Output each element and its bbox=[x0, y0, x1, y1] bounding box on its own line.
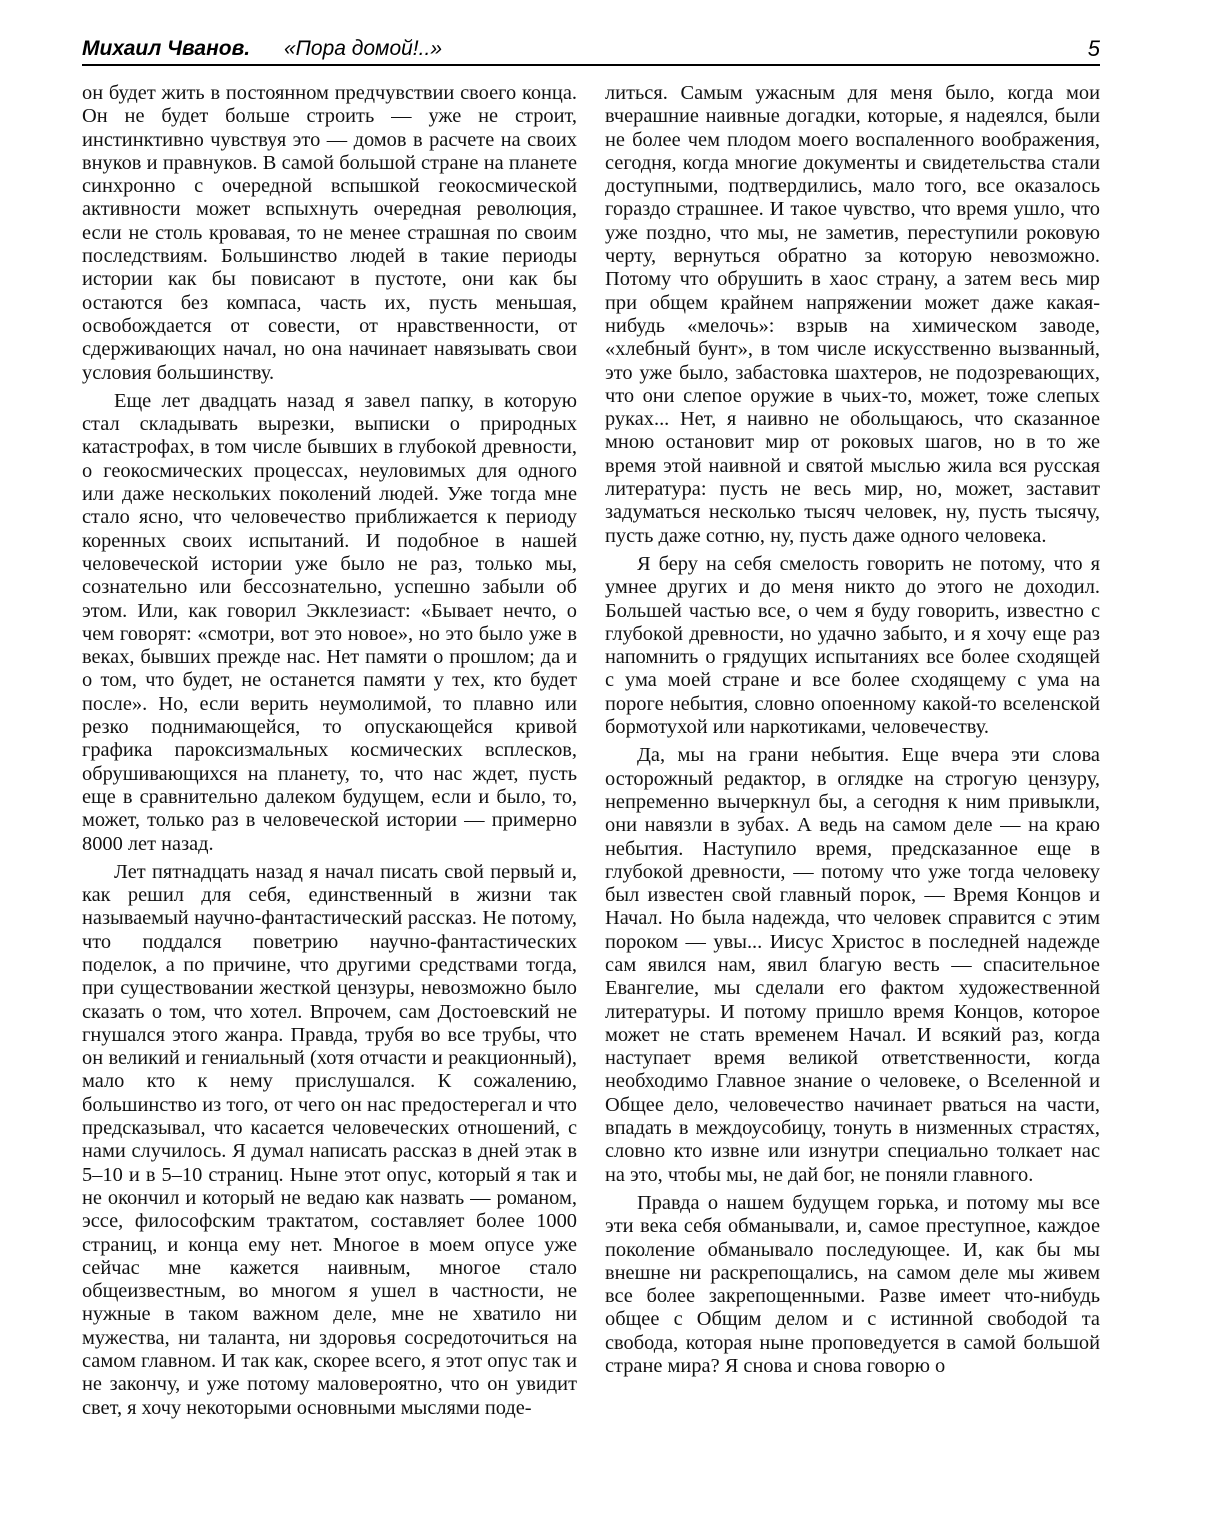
paragraph: Да, мы на грани небытия. Еще вчера эти слова осторожный редактор, в оглядке на строгую цензуру, непременно вычеркнул бы, а сегодня к ним привыкли, они навязли в зубах. А ведь на самом деле — на краю небытия. Наступило время, предсказанное еще в глубокой древности, — потому что уже тогда человеку был известен свой главный порок, — Время Концов и Начал. Но была надежда, что человек справится с этим пороком — увы... Иисус Христос в последней надежде сам явился нам, явил благую весть — спасительное Евангелие, мы сделали его фактом художественной литературы. И потому пришло время Концов, которое может не стать временем Начал. И всякий раз, когда наступает время великой ответственности, когда необходимо Главное знание о человеке, о Вселенной и Общее дело, человечество начинает рваться на части, впадать в междоусобицу, тонуть в низменных страстях, словно кто извне или изнутри специально толкает нас на это, чтобы мы, не дай бог, не поняли главного. bbox=[605, 744, 1100, 1186]
left-column bbox=[82, 82, 577, 1420]
header-author: Михаил Чванов. bbox=[82, 37, 251, 60]
paragraph: Я беру на себя смелость говорить не потому, что я умнее других и до меня никто до этого не доходил. Большей частью все, о чем я буду говорить, известно с глубокой древности, но удачно забыто, и я хочу еще раз напомнить о грядущих испытаниях все более сходящей с ума моей стране и все более сходящему с ума на пороге небытия, словно опоенному какой-то вселенской бормотухой или наркотиками, человечеству. bbox=[605, 552, 1100, 739]
running-header bbox=[82, 36, 1100, 66]
paragraph: Лет пятнадцать назад я начал писать свой первый и, как решил для себя, единственный в жизни так называемый научно-фантастический рассказ. Не потому, что поддался поветрию научно-фантастических поделок, а по причине, что другими средствами тогда, при существовании жесткой цензуры, невозможно было сказать о том, что хотел. Впрочем, сам Достоевский не гнушался этого жанра. Правда, трубя во все трубы, что он великий и гениальный (хотя отчасти и реакционный), мало кто к нему прислушался. К сожалению, большинство из того, от чего он нас предостерегал и что предсказывал, что касается человеческих отношений, с нами случилось. Я думал написать рассказ в дней этак в 5–10 и в 5–10 страниц. Ныне этот опус, который я так и не окончил и который не ведаю как назвать — романом, эссе, философским трактатом, составляет более 1000 страниц, и конца ему нет. Многое в моем опусе уже сейчас мне кажется наивным, многое стало общеизвестным, во многом я ушел в частности, не нужные в таком важном деле, мне не хватило ни мужества, ни таланта, ни здоровья сосредоточиться на самом главном. И так как, скорее всего, я этот опус так и не закончу, и уже потому маловероятно, что он увидит свет, я хочу некоторыми основными мыслями поде- bbox=[82, 860, 577, 1419]
page-number: 5 bbox=[1087, 36, 1100, 61]
paragraph: литься. Самым ужасным для меня было, когда мои вчерашние наивные догадки, которые, я надеялся, были не более чем плодом моего воспаленного воображения, сегодня, когда многие документы и свидетельства стали доступными, подтвердились, мало того, все оказалось гораздо страшнее. И такое чувство, что время ушло, что уже поздно, что мы, не заметив, переступили роковую черту, вернуться обратно за которую невозможно. Потому что обрушить в хаос страну, а затем весь мир при общем крайнем напряжении может даже какая-нибудь «мелочь»: взрыв на химическом заводе, «хлебный бунт», в том числе искусственно вызванный, это уже было, забастовка шахтеров, не подозревающих, что они слепое оружие в чьих-то, может, тоже слепых руках... Нет, я наивно не обольщаюсь, что сказанное мною остановит мир от роковых шагов, но в то же время этой наивной и святой мыслью жила вся русская литература: пусть не весь мир, но, может, заставит задуматься несколько тысяч человек, ну, пусть тысячу, пусть даже сотню, ну, пусть даже одного человека. bbox=[605, 82, 1100, 547]
right-column bbox=[605, 82, 1100, 1378]
paragraph: Правда о нашем будущем горька, и потому мы все эти века себя обманывали, и, самое преступное, каждое поколение обманывало последующее. И, как бы мы внешне ни раскрепощались, на самом деле мы живем все более закрепощенными. Разве имеет что-нибудь общее с Общим делом и с истинной свободой та свобода, которая ныне проповедуется в самой большой стране мира? Я снова и снова говорю о bbox=[605, 1191, 1100, 1378]
paragraph: он будет жить в постоянном предчувствии своего конца. Он не будет больше строить — уже не строит, инстинктивно чувствуя это — домов в расчете на своих внуков и правнуков. В самой большой стране на планете синхронно с очередной вспышкой геокосмической активности может вспыхнуть очередная революция, если не столь кровавая, то не менее страшная по своим последствиям. Большинство людей в такие периоды истории как бы повисают в пустоте, они как бы остаются без компаса, часть их, пусть меньшая, освобождается от совести, от нравственности, от сдерживающих начал, но она начинает навязывать свои условия большинству. bbox=[82, 82, 577, 384]
paragraph: Еще лет двадцать назад я завел папку, в которую стал складывать вырезки, выписки о природных катастрофах, в том числе бывших в глубокой древности, о геокосмических процессах, неуловимых для одного или даже нескольких поколений людей. Уже тогда мне стало ясно, что человечество приближается к периоду коренных своих испытаний. И подобное в нашей человеческой истории уже было не раз, только мы, сознательно или бессознательно, успешно забыли об этом. Или, как говорил Экклезиаст: «Бывает нечто, о чем говорят: «смотри, вот это новое», но это было уже в веках, бывших прежде нас. Нет памяти о прошлом; да и о том, что будет, не останется памяти у тех, кто будет после». Но, если верить неумолимой, то плавно или резко поднимающейся, то опускающейся кривой графика пароксизмальных космических всплесков, обрушивающихся на планету, то, что нас ждет, пусть еще в сравнительно далеком будущем, если и было, то, может, только раз в человеческой истории — примерно 8000 лет назад. bbox=[82, 389, 577, 855]
header-title: «Пора домой!..» bbox=[284, 37, 442, 60]
